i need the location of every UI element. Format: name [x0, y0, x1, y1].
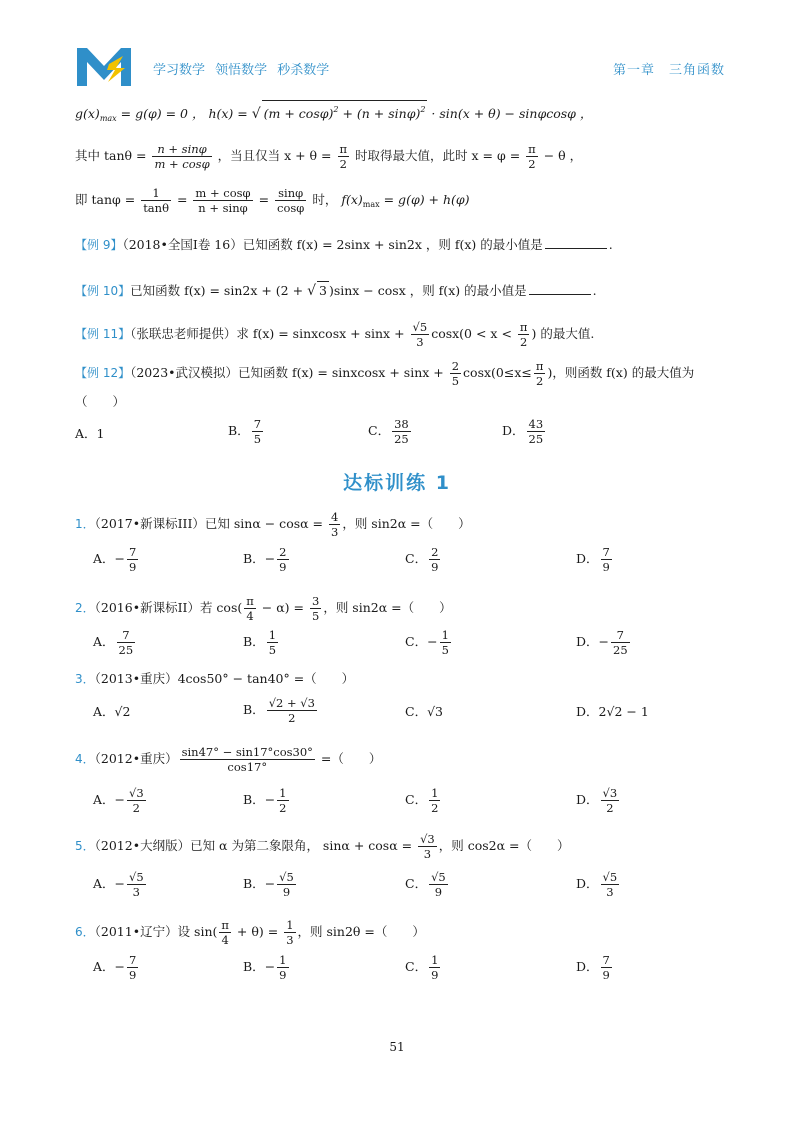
p2-option-c[interactable]: C．− $\frac{1}{5}$ — [405, 628, 449, 657]
ex12-option-b[interactable]: B． $\frac{7}{5}$ — [228, 417, 262, 446]
problem-6: 6．（2011•辽宁）设 sin( $\frac{\pi}{4}$ + θ) = $\frac{1}{3}$ ，则 sin2θ =（ ） — [75, 918, 425, 947]
problem-5: 5．（2012•大纲版）已知 α 为第二象限角， sinα + cosα = $\frac{√3}{3}$ ，则 cos2α =（ ） — [75, 832, 570, 861]
p1-option-b[interactable]: B．− $\frac{2}{9}$ — [243, 545, 287, 574]
p1-option-c[interactable]: C． $\frac{2}{9}$ — [405, 545, 439, 574]
example-10: 【例 10】已知函数 f(x) = sin2x + (2 + √ 3 )sinx − cosx ，则 f(x) 的最小值是 . — [75, 283, 597, 299]
section-title: 达标训练 1 — [343, 472, 451, 494]
p6-option-a[interactable]: A．− $\frac{7}{9}$ — [93, 953, 137, 982]
ex12-option-d[interactable]: D． $\frac{43}{25}$ — [502, 417, 544, 446]
p3-option-d[interactable]: D．2√2 − 1 — [576, 704, 649, 719]
p6-option-c[interactable]: C． $\frac{1}{9}$ — [405, 953, 439, 982]
p6-option-b[interactable]: B．− $\frac{1}{9}$ — [243, 953, 287, 982]
p6-option-d[interactable]: D． $\frac{7}{9}$ — [576, 953, 610, 982]
p2-option-d[interactable]: D．− $\frac{7}{25}$ — [576, 628, 628, 657]
problem-3: 3．（2013•重庆）4cos50° − tan40° =（ ） — [75, 671, 355, 686]
p4-option-d[interactable]: D． $\frac{√3}{2}$ — [576, 786, 618, 815]
page-header — [75, 44, 725, 92]
ex12-option-c[interactable]: C． $\frac{38}{25}$ — [368, 417, 409, 446]
p4-option-a[interactable]: A．− $\frac{√3}{2}$ — [93, 786, 144, 815]
example-12-paren: （ ） — [75, 394, 126, 409]
p3-option-c[interactable]: C．√3 — [405, 704, 443, 719]
p5-option-b[interactable]: B．− $\frac{√5}{9}$ — [243, 870, 294, 899]
example-12: 【例 12】（2023•武汉模拟）已知函数 f(x) = sinxcosx + sinx + $\frac{2}{5}$ cosx(0≤x≤ $\frac{\pi}{2}$ )，则函数 f(x) 的最大值为 — [75, 359, 695, 388]
answer-blank — [529, 282, 591, 295]
p4-option-b[interactable]: B．− $\frac{1}{2}$ — [243, 786, 287, 815]
p5-option-c[interactable]: C． $\frac{√5}{9}$ — [405, 870, 446, 899]
p1-option-d[interactable]: D． $\frac{7}{9}$ — [576, 545, 610, 574]
ex12-option-a[interactable]: A．1 — [75, 426, 105, 441]
p2-option-a[interactable]: A． $\frac{7}{25}$ — [93, 628, 134, 657]
p5-option-a[interactable]: A．− $\frac{√5}{3}$ — [93, 870, 144, 899]
problem-4: 4．（2012•重庆） $\frac{\sin 47^\circ - \sin 17^\circ\cos 30^\circ}{\cos 17^\circ}$ =（ ） — [75, 745, 382, 774]
intro-line-2: 其中 tanθ = $\frac{n + \sin\varphi}{m + \cos\varphi}$ ，当且仅当 x + θ = $\frac{\pi}{2}$ 时取得最大值，此时 x = φ = $\frac{\pi}{2}$ − θ ， — [75, 142, 583, 171]
p1-option-a[interactable]: A．− $\frac{7}{9}$ — [93, 545, 137, 574]
problem-1: 1．（2017•新课标III）已知 sinα − cosα = $\frac{4}{3}$ ，则 sin2α =（ ） — [75, 510, 471, 539]
header-slogan: 学习数学 领悟数学 秒杀数学 — [153, 63, 330, 78]
answer-blank — [545, 236, 607, 249]
p4-option-c[interactable]: C． $\frac{1}{2}$ — [405, 786, 439, 815]
intro-line-1: $g(x)_{max} = g(\varphi) = 0$ ， h(x) = √ $(m + \cos\varphi)^2 + (n + \sin\varphi)^2 \cdot \sin(x + \theta) - \sin\varphi\cos\varphi$ ， — [75, 100, 592, 128]
p2-option-b[interactable]: B． $\frac{1}{5}$ — [243, 628, 277, 657]
p3-option-b[interactable]: B． $\frac{√2 + √3}{2}$ — [243, 696, 315, 725]
example-9: 【例 9】（2018•全国Ⅰ卷 16）已知函数 f(x) = 2sinx + sin2x ，则 f(x) 的最小值是 . — [75, 237, 613, 252]
p3-option-a[interactable]: A．√2 — [93, 704, 131, 719]
header-chapter: 第一章 三角函数 — [612, 63, 725, 78]
p5-option-d[interactable]: D． $\frac{√5}{3}$ — [576, 870, 618, 899]
problem-2: 2．（2016•新课标II）若 cos( $\frac{\pi}{4}$ − α) = $\frac{3}{5}$ ，则 sin2α =（ ） — [75, 594, 452, 623]
page-number: 51 — [389, 1040, 405, 1054]
example-11: 【例 11】（张联忠老师提供）求 f(x) = sinxcosx + sinx + $\frac{√5}{3}$ cosx(0 < x < $\frac{\pi}{2}$ ) 的最大值. — [75, 320, 595, 349]
intro-line-3: 即 tanφ = $\frac{1}{\tan\theta}$ = $\frac{m + \cos\varphi}{n + \sin\varphi}$ = $\frac{\sin\varphi}{\cos\varphi}$ 时， $f(x)_{max} = g(\varphi) + h(\varphi)$ — [75, 186, 470, 215]
brand-logo-icon — [75, 44, 133, 88]
